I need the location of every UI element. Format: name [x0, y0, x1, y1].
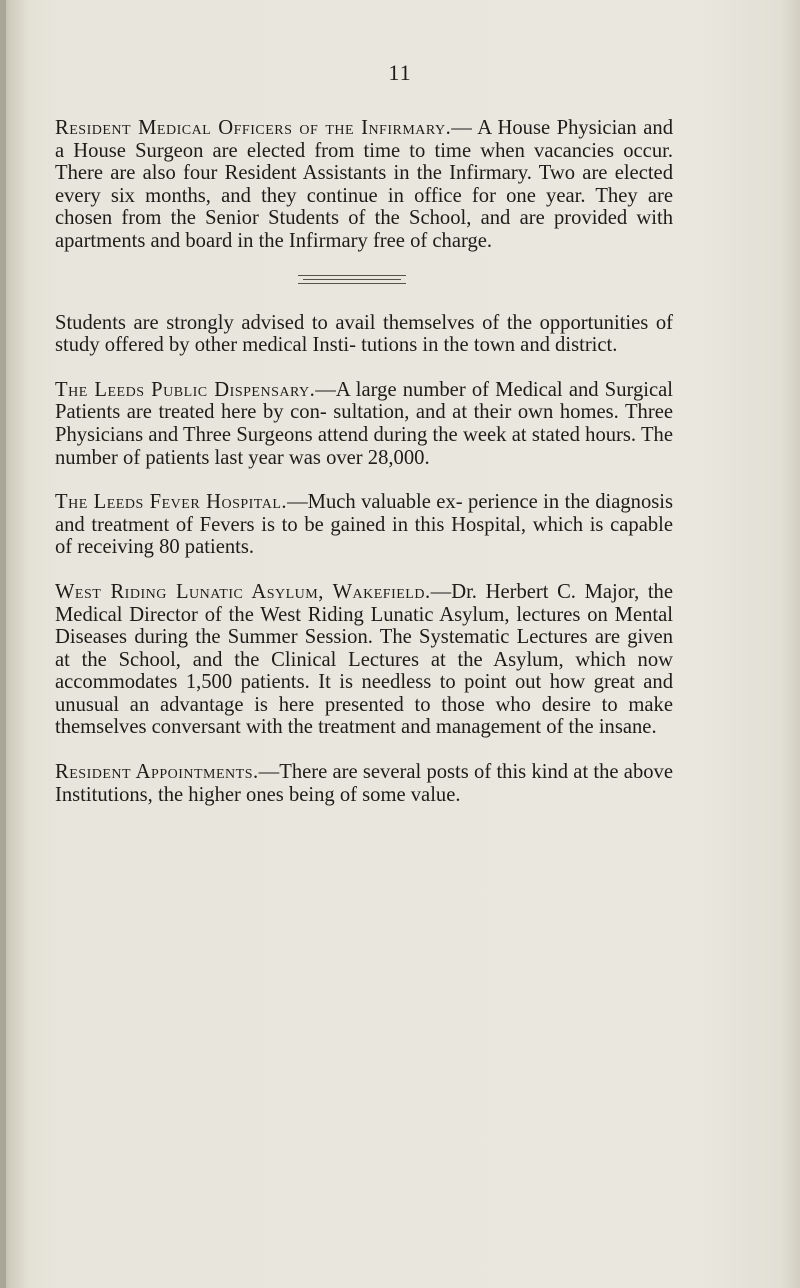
paragraph-text: —There are several posts of this kind at the above Institutions, the higher ones being of some value. — [55, 761, 673, 806]
paragraph-resident-medical-officers — [55, 117, 673, 253]
page-edge-shadow — [0, 0, 6, 1288]
paragraph-public-dispensary — [55, 379, 673, 469]
paragraph-text: Students are strongly advised to avail themselves of the opportunities of study offered by other medical Insti- tutions in the town and district. — [55, 311, 673, 357]
paragraph-students-advice — [55, 312, 673, 357]
paragraph-fever-hospital — [55, 491, 673, 559]
paragraph-text: — A House Physician and a House Surgeon are elected from time to time when vacancies occur. There are also four Resident Assistants in the Infirmary. Two are elected every six months, and they continue in office for one year. They are chosen from the Senior Students of the School, and are provided with apartments and board in the Infirmary free of charge. — [55, 117, 673, 252]
section-heading: The Leeds Fever Hospital. — [55, 491, 288, 514]
page-number: 11 — [388, 60, 412, 85]
section-heading: Resident Medical Officers of the Infirmary. — [55, 117, 452, 139]
section-divider-ornament — [298, 275, 406, 285]
page-body — [55, 117, 673, 806]
paragraph-resident-appointments — [55, 761, 673, 806]
paragraph-text: —Dr. Herbert C. Major, the Medical Director of the West Riding Lunatic Asylum, lectures on Mental Diseases during the Summer Session. The Systematic Lectures are given at the School, and the Clinical Lectures at the Asylum, which now accommodates 1,500 patients. It is needless to point out how great and unusual an advantage is here presented to those who desire to make themselves conversant with the treatment and management of the insane. — [55, 580, 673, 739]
section-heading: The Leeds Public Dispensary. — [55, 378, 316, 401]
section-heading: Resident Appointments. — [55, 761, 259, 784]
paragraph-lunatic-asylum — [55, 581, 673, 739]
paragraph-text: —A large number of Medical and Surgical Patients are treated here by con- sultation, and at their own homes. Three Physicians and Three Surgeons attend during the week at stated hours. The number of patients last year was over 28,000. — [55, 378, 673, 469]
paragraph-text: —Much valuable ex- perience in the diagnosis and treatment of Fevers is to be gained in this Hospital, which is capable of receiving 80 patients. — [55, 491, 674, 559]
section-heading: West Riding Lunatic Asylum, Wakefield. — [55, 580, 431, 603]
